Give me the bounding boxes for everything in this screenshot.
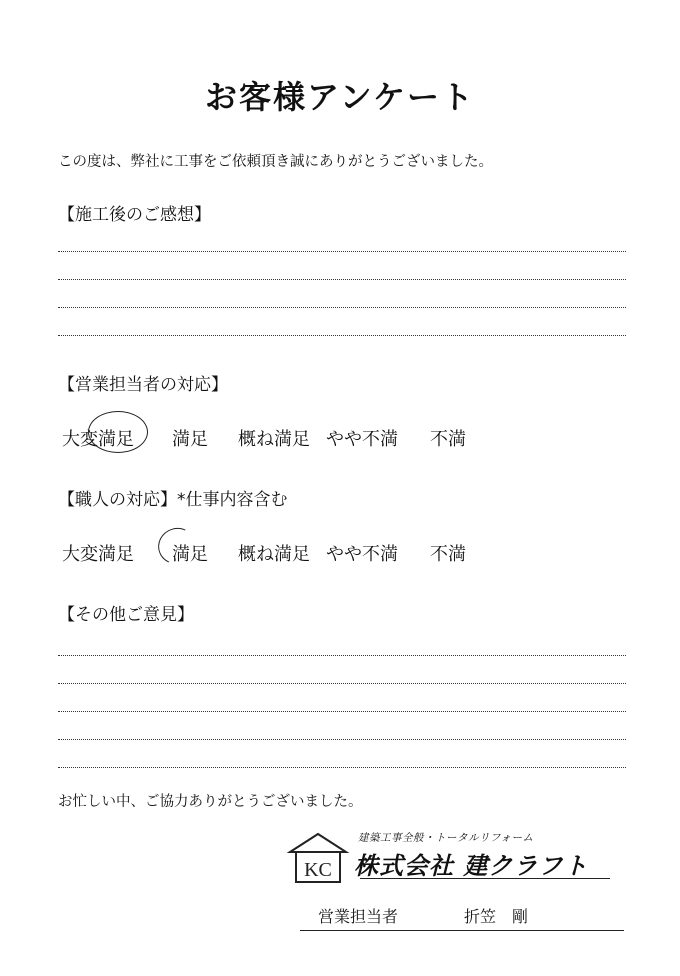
signature-underline — [300, 930, 624, 931]
answer-line — [58, 335, 626, 336]
answer-line — [58, 711, 626, 712]
sales-option-dissatisfied[interactable]: 不満 — [430, 429, 466, 450]
answer-line — [58, 307, 626, 308]
answer-line — [58, 683, 626, 684]
sales-option-satisfied[interactable]: 満足 — [172, 429, 208, 450]
page-title: お客様アンケート — [204, 78, 476, 116]
sales-option-very-satisfied[interactable]: 大変満足 — [62, 429, 134, 450]
answer-line — [58, 279, 626, 280]
sales-rating-row — [0, 425, 680, 451]
logo-underline — [360, 878, 610, 879]
answer-line — [58, 739, 626, 740]
craftsman-option-satisfied[interactable]: 満足 — [172, 544, 208, 565]
signature-name: 折笠 剛 — [464, 907, 529, 926]
company-logo — [284, 830, 624, 886]
section-sales-heading: 【営業担当者の対応】 — [58, 375, 228, 395]
company-tagline: 建築工事全般・トータルリフォーム — [358, 832, 534, 844]
craftsman-rating-row — [0, 540, 680, 566]
company-name: 株式会社 建クラフト — [354, 852, 589, 880]
craftsman-option-very-satisfied[interactable]: 大変満足 — [62, 544, 134, 565]
section-other-heading: 【その他ご意見】 — [58, 605, 194, 625]
answer-line — [58, 655, 626, 656]
craftsman-option-somewhat-dissatisfied[interactable]: やや不満 — [326, 544, 398, 565]
section-craftsman-heading: 【職人の対応】*仕事内容含む — [58, 490, 288, 510]
section-impressions-heading: 【施工後のご感想】 — [58, 205, 211, 225]
signature-label: 営業担当者 — [318, 907, 399, 926]
logo-letters: KC — [304, 859, 332, 881]
craftsman-option-dissatisfied[interactable]: 不満 — [430, 544, 466, 565]
craftsman-option-mostly-satisfied[interactable]: 概ね満足 — [238, 544, 310, 565]
intro-text: この度は、弊社に工事をご依頼頂き誠にありがとうございました。 — [58, 154, 493, 170]
selection-circle-mark — [88, 411, 148, 453]
answer-line — [58, 251, 626, 252]
sales-option-somewhat-dissatisfied[interactable]: やや不満 — [326, 429, 398, 450]
answer-line — [58, 767, 626, 768]
sales-option-mostly-satisfied[interactable]: 概ね満足 — [238, 429, 310, 450]
closing-text: お忙しい中、ご協力ありがとうございました。 — [58, 794, 363, 810]
